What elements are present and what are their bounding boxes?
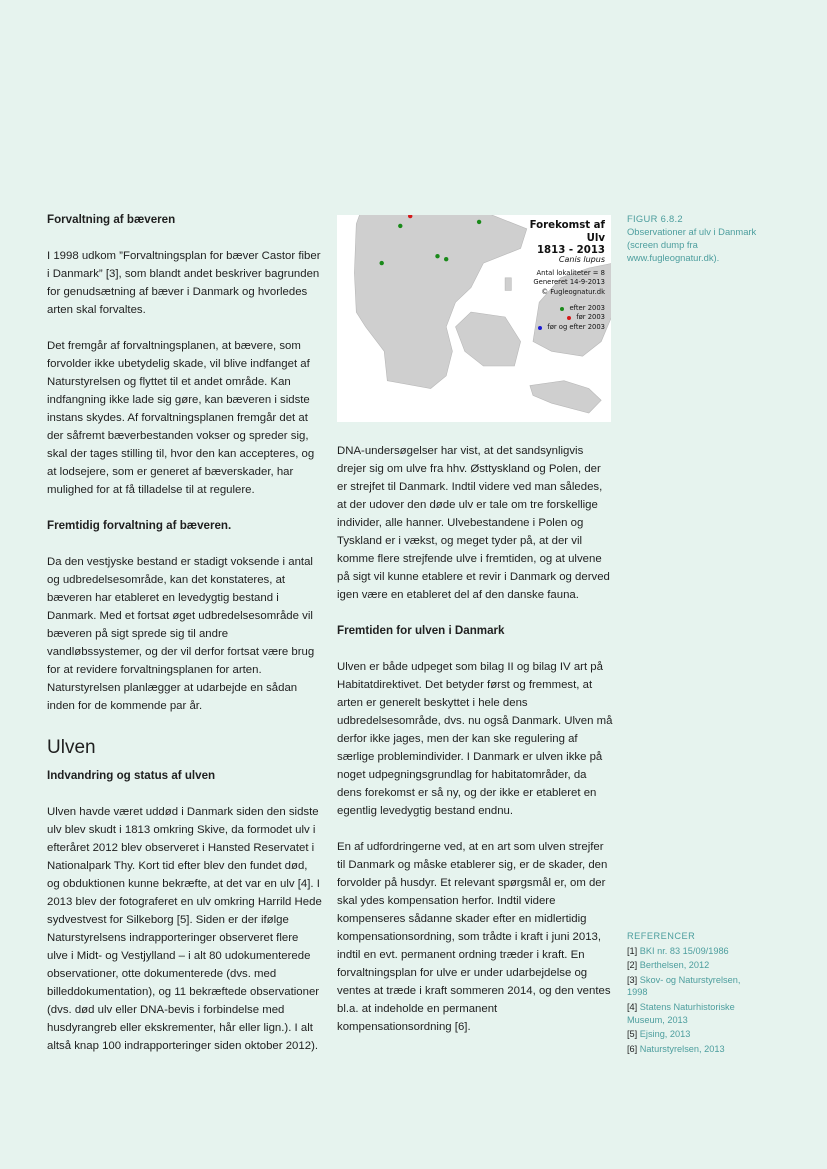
legend-label: før 2003 <box>576 313 605 322</box>
observation-point <box>398 224 402 228</box>
reference-text: Berthelsen, 2012 <box>639 960 710 971</box>
reference-number: [3] <box>627 974 638 985</box>
reference-item <box>627 1028 762 1041</box>
legend-dot-icon <box>560 307 564 311</box>
paragraph: DNA-undersøgelser har vist, at det sandsynligvis drejer sig om ulve fra hhv. Østtyskland og Polen, der er strejfet til Danmark. Indtil videre ved man således, at der udover den døde ulv er tale om tre forskellige individer, alle hanner. Ulvebestandene i Polen og Tyskland er i vækst, og meget tyder på, at der vil komme flere strejfende ulve i fremtiden, og at ulvene på sigt vil kunne etablere et revir i Danmark og derved igen være en etableret del af den danske fauna. <box>337 445 610 601</box>
left-column <box>47 211 322 1073</box>
reference-item <box>627 974 762 999</box>
paragraph: Ulven havde været uddød i Danmark siden den sidste ulv blev skudt i 1813 omkring Skive, da formodet ulv i efteråret 2012 blev observeret i Hansted Reservatet i Nationalpark Thy. Kort tid efter blev den fundet død, og obduktionen kunne bekræfte, at det var en ulv [4]. I 2013 blev der fotograferet en ulv omkring Harrild Hede sydvestvest for Silkeborg [5]. Siden er der ifølge Naturstyrelsens indrapporteringer observeret flere ulve i Midt- og Vestjylland – i alt 80 udokumenterede observationer, otte dokumenterede (dvs. med billeddokumentation), og 11 bekræftede observationer (dvs. død ulv eller DNA-bevis i forbindelse med husdyrangreb eller ekskrementer, hår eller lign.). I alt altså knap 100 indrapporteringer siden oktober 2012). <box>47 806 322 1052</box>
paragraph: Ulven er både udpeget som bilag II og bilag IV art på Habitatdirektivet. Det betyder først og fremmest, at arten er generelt beskyttet i hele dens udbredelsesområde, dvs. nu også Danmark. Ulven må derfor ikke jages, men der kan ske regulering af særlige problemindivider. I Danmark er ulven ikke på noget udpegningsgrundlag for habitatområder, da dens forekomst er så ny, og der ikke er etableret en egentlig levedygtig bestand endnu. <box>337 661 613 817</box>
map-info-count: Antal lokaliteter = 8 <box>536 269 605 277</box>
reference-text: Ejsing, 2013 <box>639 1029 691 1040</box>
heading-beaver-management: Forvaltning af bæveren <box>47 213 176 226</box>
observation-point <box>380 261 384 265</box>
map-title-line: Forekomst af <box>529 220 605 231</box>
middle-column <box>337 442 613 1054</box>
reference-number: [4] <box>627 1001 638 1012</box>
reference-text: Skov- og Naturstyrelsen, 1998 <box>627 974 741 998</box>
reference-text: Naturstyrelsen, 2013 <box>639 1043 725 1054</box>
map-title-years: 1813 - 2013 <box>536 245 605 256</box>
heading-future-wolf: Fremtiden for ulven i Danmark <box>337 624 505 637</box>
legend-label: før og efter 2003 <box>547 322 605 331</box>
observation-point <box>435 254 439 258</box>
map-info-date: Genereret 14-9-2013 <box>533 278 605 287</box>
reference-number: [2] <box>627 960 638 971</box>
legend-dot-icon <box>567 316 571 320</box>
observation-point <box>477 220 481 224</box>
references <box>627 930 762 1057</box>
reference-item <box>627 1001 762 1026</box>
map-latin-name: Canis lupus <box>558 255 605 264</box>
references-title: REFERENCER <box>627 931 696 941</box>
figure-caption <box>627 212 757 264</box>
heading-future-beaver: Fremtidig forvaltning af bæveren. <box>47 519 232 532</box>
paragraph: Da den vestjyske bestand er stadigt voksende i antal og udbredelsesområde, kan det konstateres, at bæveren har etableret en levedygtig bestand i Danmark. Med et fortsat øget udbredelsesområde vil bæveren på sigt sprede sig til andre vandløbssystemer, og der vil derfor fortsat være brug for at revidere forvaltningsplanen for arten. Naturstyrelsen planlægger at udarbejde en sådan inden for de kommende par år. <box>47 556 315 712</box>
land-shape <box>530 381 601 413</box>
figure-caption-text: Observationer af ulv i Danmark (screen dump fra www.fugleognatur.dk). <box>627 226 757 263</box>
reference-number: [1] <box>627 945 638 956</box>
reference-item <box>627 945 762 958</box>
legend-item <box>538 304 605 313</box>
paragraph: I 1998 udkom ”Forvaltningsplan for bæver Castor fiber i Danmark” [3], som blandt andet beskriver bagrunden for genudsætning af bæver i Danmark og hvorledes arten skal forvaltes. <box>47 250 321 316</box>
figure-label: FIGUR 6.8.2 <box>627 213 683 224</box>
legend-label: efter 2003 <box>569 304 605 312</box>
map-info <box>533 269 605 297</box>
legend-item <box>538 313 605 322</box>
legend-dot-icon <box>538 326 542 330</box>
land-shape <box>456 312 521 366</box>
map-title-species: Ulv <box>586 232 605 244</box>
reference-number: [6] <box>627 1043 638 1054</box>
map-info-copyright: © Fugleognatur.dk <box>541 287 605 296</box>
section-title-wolf: Ulven <box>47 737 96 758</box>
map-title <box>530 220 605 258</box>
paragraph: Det fremgår af forvaltningsplanen, at bævere, som forvolder ikke ubetydelig skade, vil blive indfanget af Naturstyrelsen og flyttet til et andet område. Kan indfangning ikke lade sig gøre, kan bæveren i sidste instans skydes. Af forvaltningsplanen fremgår det at der såfremt bæverbestanden vokser og spreder sig, skal der tages stilling til, hvor den kan accepteres, og at lodsejere, som er generet af bæverskader, har mulighed for at få tilladelse til at regulere. <box>47 340 315 496</box>
heading-wolf-status: Indvandring og status af ulven <box>47 769 216 782</box>
legend-item <box>538 323 605 332</box>
map-legend <box>538 304 605 332</box>
observation-point <box>444 257 448 261</box>
reference-text: BKI nr. 83 15/09/1986 <box>639 945 729 956</box>
paragraph: En af udfordringerne ved, at en art som ulven strejfer til Danmark og måske etablerer sig, er de skader, den forvolder på husdyr. Et relevant spørgsmål er, om der skal ydes kompensation herfor. Indtil videre kompenseres sådanne skader efter en midlertidig kompensationsordning, som trådte i kraft i juni 2013, indtil en evt. permanent ordning træder i kraft. En forvaltningsplan for ulve er under udarbejdelse og ventes at træde i kraft sommeren 2014, og den ventes bl.a. at indeholde en permanent kompensationsordning [6]. <box>337 841 611 1033</box>
reference-item <box>627 959 762 972</box>
land-shape <box>505 278 511 291</box>
reference-item <box>627 1043 762 1056</box>
wolf-observation-map <box>337 215 611 422</box>
reference-text: Statens Naturhistoriske Museum, 2013 <box>627 1001 735 1025</box>
reference-number: [5] <box>627 1029 638 1040</box>
